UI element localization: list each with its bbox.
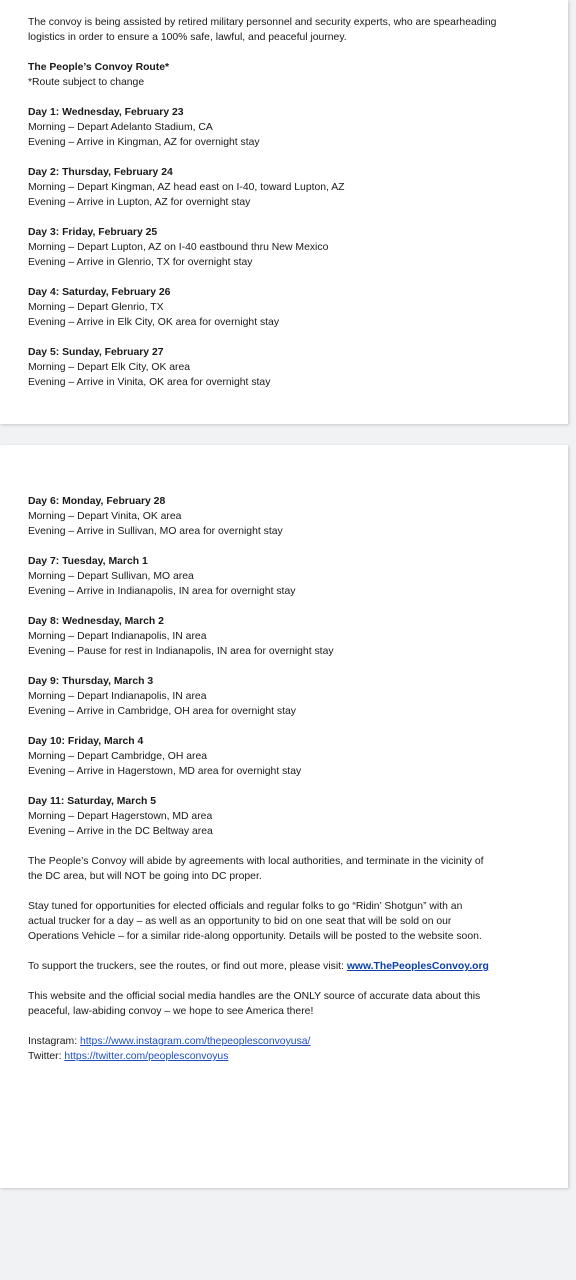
instagram-line <box>28 1034 538 1049</box>
twitter-label: Twitter: <box>28 1051 65 1062</box>
day-title: Day 1: Wednesday, February 23 <box>28 107 184 118</box>
day-evening: Evening – Arrive in Hagerstown, MD area for overnight stay <box>28 766 302 777</box>
closing-paragraph-line: The People’s Convoy will abide by agreements with local authorities, and terminate in the vicinity of <box>28 856 484 867</box>
day-morning: Morning – Depart Indianapolis, IN area <box>28 691 207 702</box>
day-evening: Evening – Arrive in Elk City, OK area for overnight stay <box>28 317 280 328</box>
day-title: Day 8: Wednesday, March 2 <box>28 616 164 627</box>
day-morning: Morning – Depart Cambridge, OH area <box>28 751 208 762</box>
day-morning: Morning – Depart Elk City, OK area <box>28 362 191 373</box>
day-morning: Morning – Depart Lupton, AZ on I-40 eastbound thru New Mexico <box>28 242 329 253</box>
day-title: Day 3: Friday, February 25 <box>28 227 158 238</box>
day-evening: Evening – Arrive in Lupton, AZ for overnight stay <box>28 197 251 208</box>
source-paragraph-line: peaceful, law-abiding convoy – we hope to see America there! <box>28 1006 314 1017</box>
day-title: Day 6: Monday, February 28 <box>28 496 166 507</box>
source-paragraph-line: This website and the official social media handles are the ONLY source of accurate data about this <box>28 991 481 1002</box>
day-title: Day 9: Thursday, March 3 <box>28 676 154 687</box>
support-text: To support the truckers, see the routes, or find out more, please visit: <box>28 961 347 972</box>
intro-line-2: logistics in order to ensure a 100% safe, lawful, and peaceful journey. <box>28 32 347 43</box>
day-title: Day 7: Tuesday, March 1 <box>28 556 148 567</box>
day-evening: Evening – Arrive in Kingman, AZ for overnight stay <box>28 137 260 148</box>
day-title: Day 10: Friday, March 4 <box>28 736 144 747</box>
day-evening: Evening – Pause for rest in Indianapolis, IN area for overnight stay <box>28 646 334 657</box>
instagram-label: Instagram: <box>28 1036 80 1047</box>
document-page-1 <box>0 0 568 424</box>
day-evening: Evening – Arrive in Sullivan, MO area for overnight stay <box>28 526 283 537</box>
day-evening: Evening – Arrive in Indianapolis, IN area for overnight stay <box>28 586 296 597</box>
support-line <box>28 959 538 974</box>
closing-paragraph-line: the DC area, but will NOT be going into DC proper. <box>28 871 262 882</box>
day-evening: Evening – Arrive in Vinita, OK area for overnight stay <box>28 377 271 388</box>
website-link[interactable]: www.ThePeoplesConvoy.org <box>346 961 489 972</box>
day-morning: Morning – Depart Hagerstown, MD area <box>28 811 213 822</box>
document-page-2 <box>0 445 568 1188</box>
day-morning: Morning – Depart Sullivan, MO area <box>28 571 194 582</box>
route-note: *Route subject to change <box>28 77 145 88</box>
ride-along-paragraph-line: actual trucker for a day – as well as an opportunity to bid on one seat that will be sold on our <box>28 916 452 927</box>
day-title: Day 11: Saturday, March 5 <box>28 796 157 807</box>
day-morning: Morning – Depart Indianapolis, IN area <box>28 631 207 642</box>
ride-along-paragraph-line: Stay tuned for opportunities for elected officials and regular folks to go “Ridin’ Shotgun” with an <box>28 901 463 912</box>
day-morning: Morning – Depart Adelanto Stadium, CA <box>28 122 213 133</box>
intro-line-1: The convoy is being assisted by retired military personnel and security experts, who are spearheading <box>28 17 497 28</box>
day-title: Day 5: Sunday, February 27 <box>28 347 164 358</box>
day-morning: Morning – Depart Kingman, AZ head east on I-40, toward Lupton, AZ <box>28 182 345 193</box>
twitter-link[interactable]: https://twitter.com/peoplesconvoyus <box>64 1051 229 1062</box>
day-morning: Morning – Depart Glenrio, TX <box>28 302 164 313</box>
day-morning: Morning – Depart Vinita, OK area <box>28 511 182 522</box>
day-evening: Evening – Arrive in the DC Beltway area <box>28 826 213 837</box>
twitter-line <box>28 1049 538 1064</box>
day-evening: Evening – Arrive in Glenrio, TX for overnight stay <box>28 257 253 268</box>
ride-along-paragraph-line: Operations Vehicle – for a similar ride-along opportunity. Details will be posted to the website soon. <box>28 931 482 942</box>
day-evening: Evening – Arrive in Cambridge, OH area for overnight stay <box>28 706 296 717</box>
instagram-link[interactable]: https://www.instagram.com/thepeoplesconvoyusa/ <box>79 1036 311 1047</box>
route-heading: The People’s Convoy Route* <box>28 62 170 73</box>
day-title: Day 4: Saturday, February 26 <box>28 287 171 298</box>
day-title: Day 2: Thursday, February 24 <box>28 167 173 178</box>
